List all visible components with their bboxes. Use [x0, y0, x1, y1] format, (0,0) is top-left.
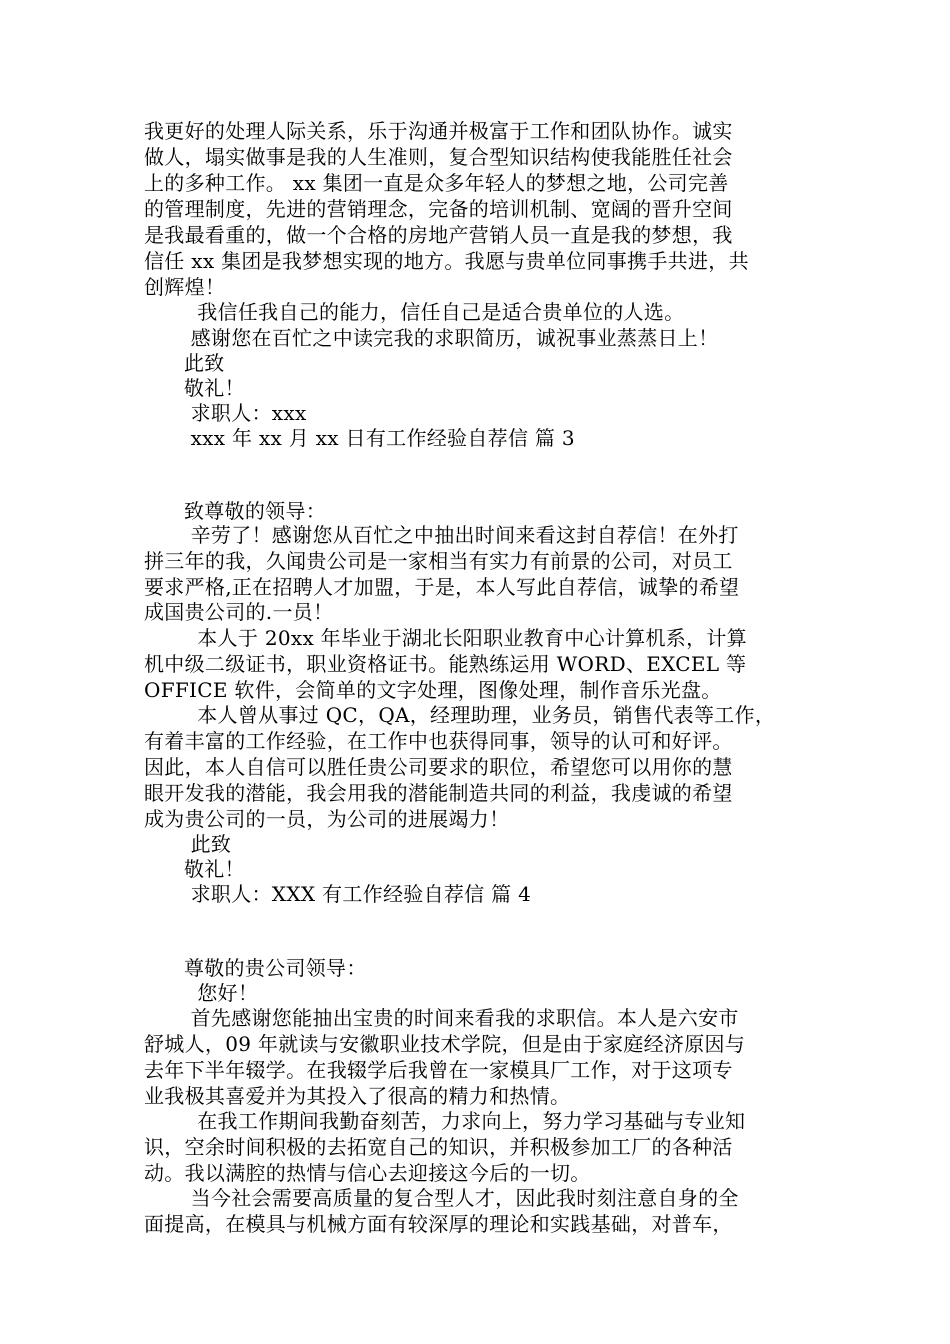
text-line: 拼三年的我，久闻贵公司是一家相当有实力有前景的公司，对员工	[144, 549, 733, 573]
text-line: 信任 xx 集团是我梦想实现的地方。我愿与贵单位同事携手共进，共	[144, 249, 749, 273]
signature-line: 求职人：XXX 有工作经验自荐信 篇 4	[144, 882, 532, 906]
text-line: 上的多种工作。 xx 集团一直是众多年轻人的梦想之地，公司完善	[144, 171, 729, 195]
text-line: 因此，本人自信可以胜任贵公司要求的职位，希望您可以用你的慧	[144, 755, 733, 779]
text-line: 机中级二级证书，职业资格证书。能熟练运用 WORD、EXCEL 等	[144, 652, 747, 676]
section-heading: xxx 年 xx 月 xx 日有工作经验自荐信 篇 3	[144, 426, 575, 450]
closing-line: 此致	[144, 351, 225, 375]
text-line: 眼开发我的潜能，我会用我的潜能制造共同的利益，我虔诚的希望	[144, 781, 733, 805]
text-line: 做人，塌实做事是我的人生准则，复合型知识结构使我能胜任社会	[144, 145, 733, 169]
text-line: 舒城人，09 年就读与安徽职业技术学院，但是由于家庭经济原因与	[144, 1032, 746, 1056]
text-line: 本人于 20xx 年毕业于湖北长阳职业教育中心计算机系，计算	[144, 626, 747, 650]
closing-line: 敬礼！	[144, 376, 245, 400]
signature-line: 求职人：xxx	[144, 401, 307, 425]
text-line: 面提高，在模具与机械方面有较深厚的理论和实践基础，对普车，	[144, 1212, 733, 1236]
text-line: 识，空余时间积极的去拓宽自己的知识，并积极参加工厂的各种活	[144, 1135, 733, 1159]
text-line: 在我工作期间我勤奋刻苦，力求向上，努力学习基础与专业知	[144, 1109, 746, 1133]
text-line: 本人曾从事过 QC，QA，经理助理，业务员，销售代表等工作，	[144, 703, 776, 727]
text-line: 的管理制度，先进的营销理念，完备的培训机制、宽阔的晋升空间	[144, 197, 733, 221]
text-line: 成国贵公司的.一员！	[144, 600, 334, 624]
greeting-line: 您好！	[144, 981, 259, 1005]
text-line: 感谢您在百忙之中读完我的求职简历，诚祝事业蒸蒸日上！	[144, 326, 719, 350]
text-line: 动。我以满腔的热情与信心去迎接这今后的一切。	[144, 1161, 591, 1185]
salutation-line: 致尊敬的领导：	[144, 499, 327, 523]
text-line: 有着丰富的工作经验，在工作中也获得同事，领导的认可和好评。	[144, 729, 733, 753]
salutation-line: 尊敬的贵公司领导：	[144, 956, 367, 980]
text-line: 我更好的处理人际关系，乐于沟通并极富于工作和团队协作。诚实	[144, 119, 733, 143]
text-line: 创辉煌！	[144, 275, 226, 299]
closing-line: 敬礼！	[144, 857, 245, 881]
text-line: 首先感谢您能抽出宝贵的时间来看我的求职信。本人是六安市	[144, 1006, 739, 1030]
text-line: 业我极其喜爱并为其投入了很高的精力和热情。	[144, 1084, 571, 1108]
text-line: OFFICE 软件，会简单的文字处理，图像处理，制作音乐光盘。	[144, 678, 722, 702]
text-line: 当今社会需要高质量的复合型人才，因此我时刻注意自身的全	[144, 1186, 739, 1210]
closing-line: 此致	[144, 832, 232, 856]
text-line: 辛劳了！感谢您从百忙之中抽出时间来看这封自荐信！在外打	[144, 523, 739, 547]
text-line: 要求严格,正在招聘人才加盟，于是，本人写此自荐信，诚挚的希望	[144, 575, 740, 599]
text-line: 成为贵公司的一员，为公司的进展竭力！	[144, 807, 510, 831]
text-line: 是我最看重的，做一个合格的房地产营销人员一直是我的梦想，我	[144, 223, 733, 247]
text-line: 我信任我自己的能力，信任自己是适合贵单位的人选。	[144, 300, 685, 324]
text-line: 去年下半年辍学。在我辍学后我曾在一家模具厂工作，对于这项专	[144, 1058, 733, 1082]
